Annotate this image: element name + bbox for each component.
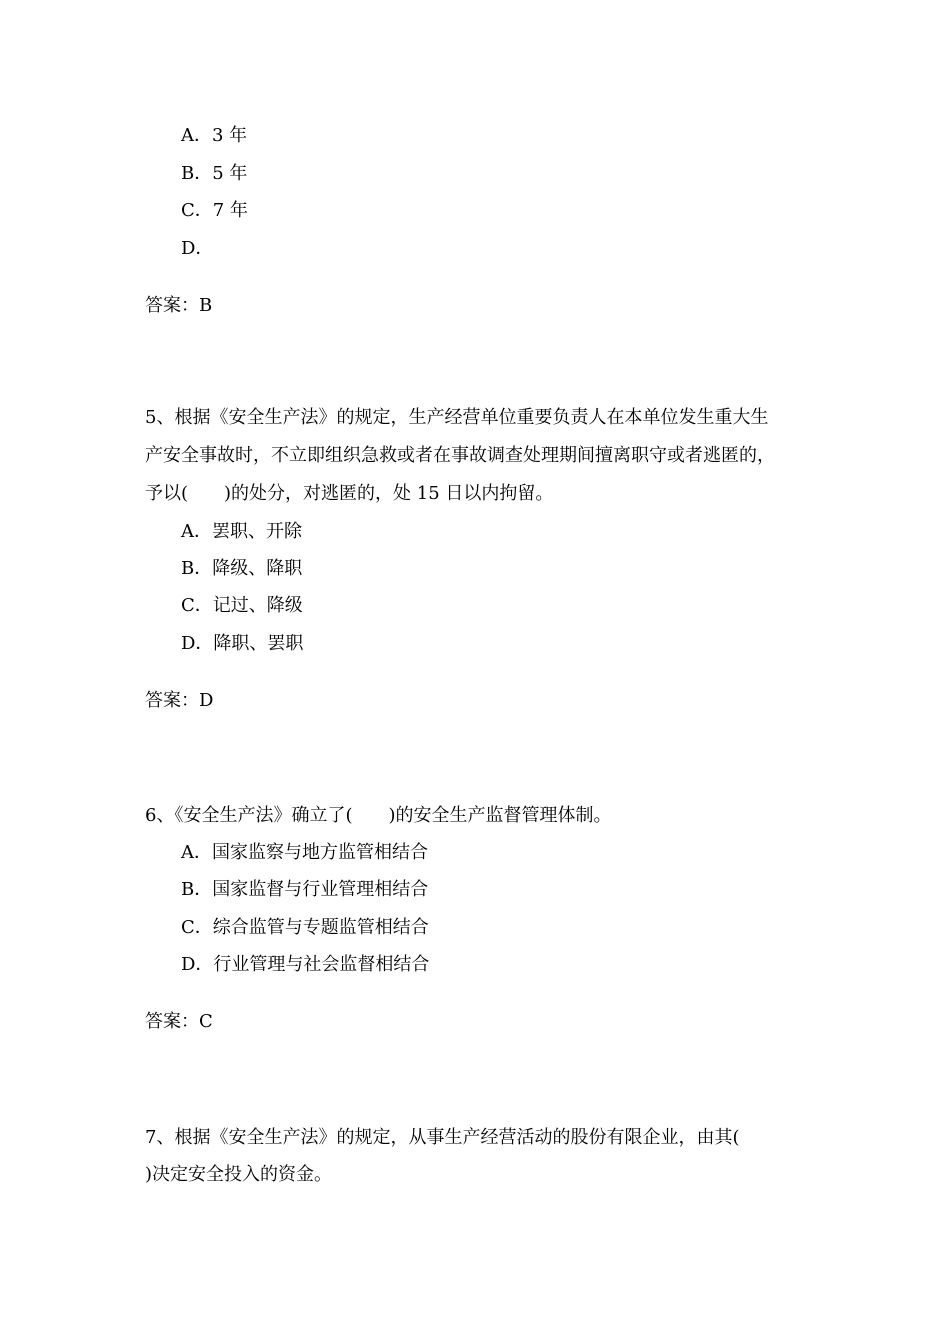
q4-answer: 答案：B <box>145 295 213 316</box>
q6-option-b: B．国家监督与行业管理相结合 <box>181 879 429 900</box>
q5-text-line-3: 予以( )的处分，对逃匿的，处 15 日以内拘留。 <box>145 483 554 504</box>
q5-text-line-2: 产安全事故时，不立即组织急救或者在事故调查处理期间擅离职守或者逃匿的， <box>145 445 775 466</box>
q5-option-b: B．降级、降职 <box>181 558 303 579</box>
q6-option-c: C．综合监管与专题监管相结合 <box>181 917 429 938</box>
q5-answer: 答案：D <box>145 690 214 711</box>
q6-answer: 答案：C <box>145 1011 213 1032</box>
q5-option-a: A．罢职、开除 <box>181 521 302 542</box>
q4-option-a: A．3 年 <box>181 125 248 146</box>
q5-option-c: C．记过、降级 <box>181 595 303 616</box>
q4-option-c: C．7 年 <box>181 200 248 221</box>
q6-option-d: D．行业管理与社会监督相结合 <box>181 954 430 975</box>
q4-option-b: B．5 年 <box>181 163 248 184</box>
q5-option-d: D．降职、罢职 <box>181 633 304 654</box>
q6-option-a: A．国家监察与地方监管相结合 <box>181 842 428 863</box>
q4-option-d: D． <box>181 238 214 259</box>
q6-text-line-1: 6、《安全生产法》确立了( )的安全生产监督管理体制。 <box>145 805 612 826</box>
q7-text-line-2: )决定安全投入的资金。 <box>145 1164 333 1185</box>
q7-text-line-1: 7、根据《安全生产法》的规定，从事生产经营活动的股份有限企业，由其( <box>145 1127 740 1148</box>
q5-text-line-1: 5、根据《安全生产法》的规定，生产经营单位重要负责人在本单位发生重大生 <box>145 407 769 428</box>
